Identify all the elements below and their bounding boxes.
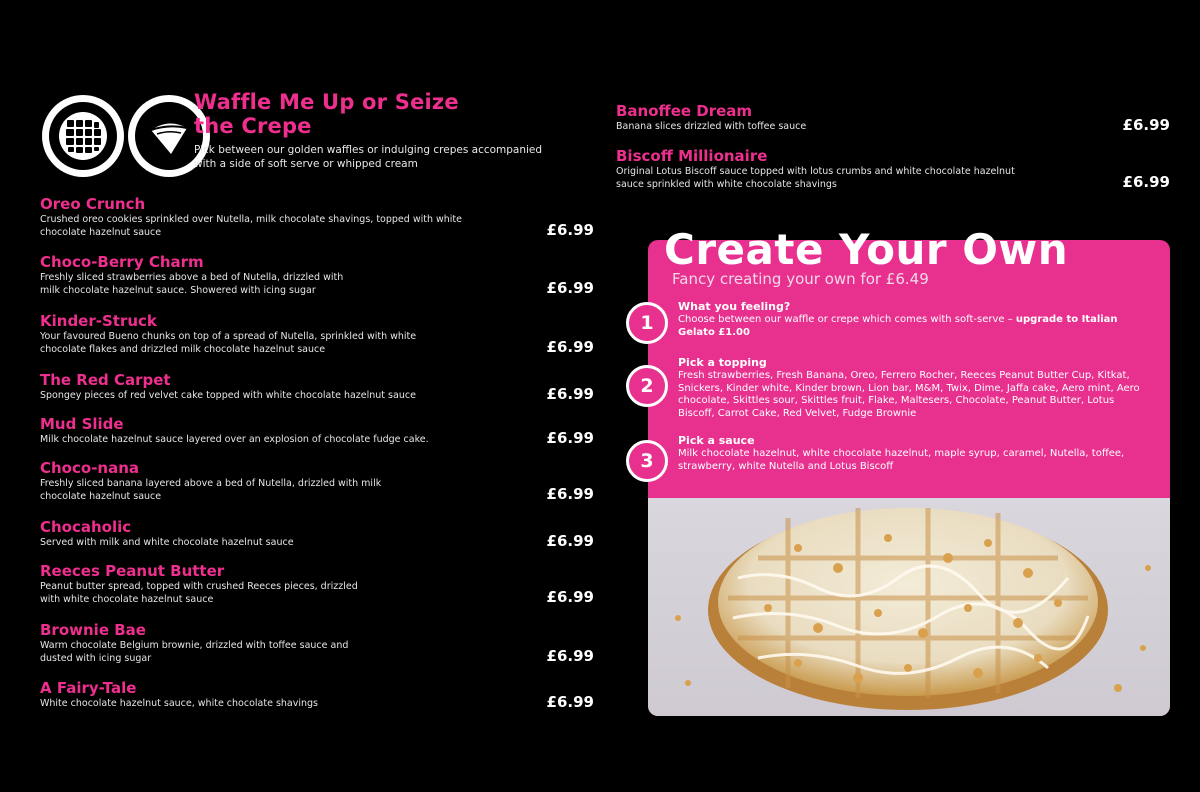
step-heading: What you feeling? (678, 300, 791, 313)
item-name: Biscoff Millionaire (616, 147, 768, 165)
item-name: Choco-nana (40, 459, 140, 477)
menu-item (40, 519, 596, 550)
item-name: Chocaholic (40, 518, 132, 536)
item-name: Choco-Berry Charm (40, 253, 204, 271)
item-description: Crushed oreo cookies sprinkled over Nutella, milk chocolate shavings, topped with white chocolate hazelnut sauce (40, 214, 462, 238)
item-name: Reeces Peanut Butter (40, 562, 225, 580)
item-description: Peanut butter spread, topped with crushed Reeces pieces, drizzled with white chocolate hazelnut sauce (40, 581, 358, 605)
step-heading: Pick a topping (678, 356, 767, 369)
step-body: Milk chocolate hazelnut, white chocolate hazelnut, maple syrup, caramel, Nutella, toffee, strawberry, white Nutella and Lotus Biscoff (678, 448, 1125, 472)
item-name: Brownie Bae (40, 621, 146, 639)
step-number: 3 (626, 440, 668, 482)
item-description: Banana slices drizzled with toffee sauce (616, 121, 807, 132)
item-description: Your favoured Bueno chunks on top of a spread of Nutella, sprinkled with white chocolate flakes and drizzled milk chocolate hazelnut sauce (40, 331, 417, 355)
item-price: £6.99 (546, 279, 594, 297)
menu-item (40, 313, 596, 356)
waffle-photo (648, 498, 1170, 716)
item-price: £6.99 (546, 428, 594, 447)
item-name: Mud Slide (40, 415, 124, 433)
logo-icons (42, 95, 210, 177)
page-subtitle: Pick between our golden waffles or indulging crepes accompanied with a side of soft serve or whipped cream (194, 144, 543, 170)
item-price: £6.99 (1122, 173, 1170, 191)
item-name: The Red Carpet (40, 371, 171, 389)
menu-item (40, 196, 596, 239)
item-description: Freshly sliced banana layered above a bed of Nutella, drizzled with milk chocolate hazelnut sauce (40, 478, 382, 502)
menu-item (40, 416, 596, 447)
item-price: £6.99 (546, 384, 594, 403)
item-name: Oreo Crunch (40, 195, 146, 213)
waffle-icon (42, 95, 124, 177)
step-number: 2 (626, 365, 668, 407)
create-your-own-title: Create Your Own (664, 225, 1069, 274)
item-name: Kinder-Struck (40, 312, 157, 330)
item-price: £6.99 (546, 588, 594, 606)
item-price: £6.99 (1122, 115, 1170, 134)
menu-item (40, 460, 596, 503)
item-description: Served with milk and white chocolate hazelnut sauce (40, 537, 294, 548)
item-price: £6.99 (546, 647, 594, 665)
menu-item (40, 680, 596, 711)
step-body: Fresh strawberries, Fresh Banana, Oreo, Ferrero Rocher, Reeces Peanut Butter Cup, Kitkat, Snickers, Kinder white, Kinder brown, Lion bar, M&M, Twix, Dime, Jaffa cake, Aero mint, Aero chocolate, Skittles sour, Skittles fruit, Flake, Maltesers, Chocolate, Peanut Butter, Lotus Biscoff, Carrot Cake, Red Velvet, Fudge Brownie (678, 370, 1140, 419)
item-price: £6.99 (546, 485, 594, 503)
item-price: £6.99 (546, 221, 594, 239)
item-name: Banoffee Dream (616, 102, 753, 120)
menu-item (616, 148, 1170, 191)
item-price: £6.99 (546, 338, 594, 356)
item-description: Milk chocolate hazelnut sauce layered over an explosion of chocolate fudge cake. (40, 434, 429, 445)
menu-item (616, 103, 1170, 134)
create-your-own-subtitle: Fancy creating your own for £6.49 (672, 270, 929, 288)
step-heading: Pick a sauce (678, 434, 755, 447)
menu-item (40, 254, 596, 297)
page-title: Waffle Me Up or Seize the Crepe (194, 90, 459, 138)
step-body: Choose between our waffle or crepe which comes with soft-serve – upgrade to Italian Gelato £1.00 (678, 314, 1118, 338)
item-price: £6.99 (546, 531, 594, 550)
step-number: 1 (626, 302, 668, 344)
item-description: Warm chocolate Belgium brownie, drizzled with toffee sauce and dusted with icing sugar (40, 640, 349, 664)
item-name: A Fairy-Tale (40, 679, 137, 697)
item-description: White chocolate hazelnut sauce, white chocolate shavings (40, 698, 319, 709)
menu-item (40, 372, 596, 403)
item-description: Original Lotus Biscoff sauce topped with lotus crumbs and white chocolate hazelnut sauce sprinkled with white chocolate shavings (616, 166, 1015, 190)
item-price: £6.99 (546, 692, 594, 711)
item-description: Freshly sliced strawberries above a bed of Nutella, drizzled with milk chocolate hazelnut sauce. Showered with icing sugar (40, 272, 344, 296)
item-description: Spongey pieces of red velvet cake topped with white chocolate hazelnut sauce (40, 390, 416, 401)
menu-item (40, 622, 596, 665)
menu-item (40, 563, 596, 606)
